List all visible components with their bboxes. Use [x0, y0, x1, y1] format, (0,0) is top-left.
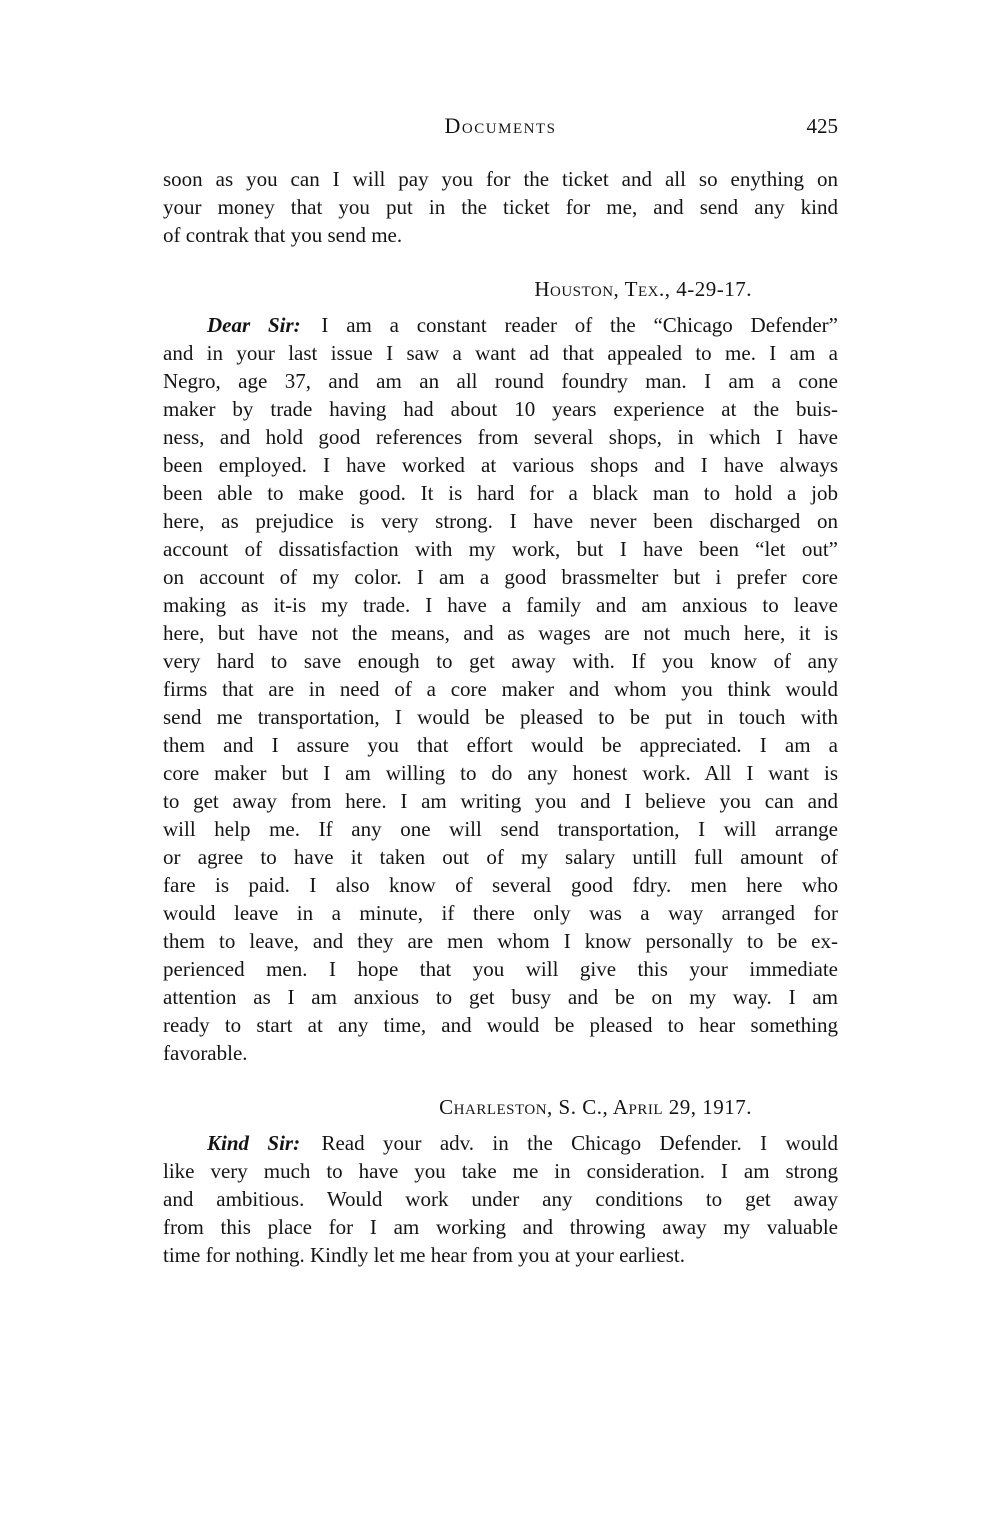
- text-line: or agree to have it taken out of my salary untill full amount of: [163, 845, 838, 869]
- text-line: and in your last issue I saw a want ad that appealed to me. I am a: [163, 341, 838, 365]
- text-line: firms that are in need of a core maker and whom you think would: [163, 677, 838, 701]
- text-line: favorable.: [163, 1041, 248, 1065]
- text-line: them and I assure you that effort would be appreciated. I am a: [163, 733, 838, 757]
- text-line: attention as I am anxious to get busy and be on my way. I am: [163, 985, 838, 1009]
- text-line: on account of my color. I am a good brassmelter but i prefer core: [163, 565, 838, 589]
- block-letter: [163, 1129, 838, 1269]
- text-line: very hard to save enough to get away with. If you know of any: [163, 649, 838, 673]
- text-line: of contrak that you send me.: [163, 223, 403, 247]
- dateline: Houston, Tex., 4-29-17.: [534, 277, 752, 301]
- text-line: from this place for I am working and throwing away my valuable: [163, 1215, 838, 1239]
- text-line: will help me. If any one will send transportation, I will arrange: [163, 817, 838, 841]
- text-line: account of dissatisfaction with my work, but I have been “let out”: [163, 537, 838, 561]
- text-line: your money that you put in the ticket for me, and send any kind: [163, 195, 838, 219]
- text-line: to get away from here. I am writing you and I believe you can and: [163, 789, 838, 813]
- text-column: [163, 112, 838, 1269]
- salutation: Dear Sir:: [207, 313, 301, 337]
- page-title: Documents: [444, 113, 557, 138]
- text-line: like very much to have you take me in consideration. I am strong: [163, 1159, 838, 1183]
- text-line: ness, and hold good references from several shops, in which I have: [163, 425, 838, 449]
- text-line: perienced men. I hope that you will give this your immediate: [163, 957, 838, 981]
- text-line: been employed. I have worked at various shops and I have always: [163, 453, 838, 477]
- running-head: [163, 112, 838, 140]
- salutation: Kind Sir:: [207, 1131, 301, 1155]
- text-line: maker by trade having had about 10 years experience at the buis-: [163, 397, 838, 421]
- text-line: been able to make good. It is hard for a black man to hold a job: [163, 481, 838, 505]
- content: [163, 165, 838, 1269]
- text-line: here, as prejudice is very strong. I have never been discharged on: [163, 509, 838, 533]
- text-line: core maker but I am willing to do any honest work. All I want is: [163, 761, 838, 785]
- text-line: soon as you can I will pay you for the ticket and all so enything on: [163, 167, 838, 191]
- block-dateline: [163, 1093, 838, 1121]
- block-letter: [163, 311, 838, 1067]
- page-number: 425: [806, 114, 838, 138]
- block-dateline: [163, 275, 838, 303]
- text-line: here, but have not the means, and as wages are not much here, it is: [163, 621, 838, 645]
- text-line: would leave in a minute, if there only was a way arranged for: [163, 901, 838, 925]
- text-line: send me transportation, I would be pleased to be put in touch with: [163, 705, 838, 729]
- text-line: and ambitious. Would work under any conditions to get away: [163, 1187, 838, 1211]
- text-line: them to leave, and they are men whom I know personally to be ex-: [163, 929, 838, 953]
- block-paragraph: [163, 165, 838, 249]
- text-line: making as it-is my trade. I have a family and am anxious to leave: [163, 593, 838, 617]
- text-line: Dear Sir: I am a constant reader of the “Chicago Defender”: [207, 313, 838, 337]
- text-line: time for nothing. Kindly let me hear from you at your earliest.: [163, 1243, 685, 1267]
- text-line: Negro, age 37, and am an all round foundry man. I am a cone: [163, 369, 838, 393]
- text-line: fare is paid. I also know of several good fdry. men here who: [163, 873, 838, 897]
- text-line: Kind Sir: Read your adv. in the Chicago Defender. I would: [207, 1131, 838, 1155]
- text-line: ready to start at any time, and would be pleased to hear something: [163, 1013, 838, 1037]
- dateline: Charleston, S. C., April 29, 1917.: [439, 1095, 752, 1119]
